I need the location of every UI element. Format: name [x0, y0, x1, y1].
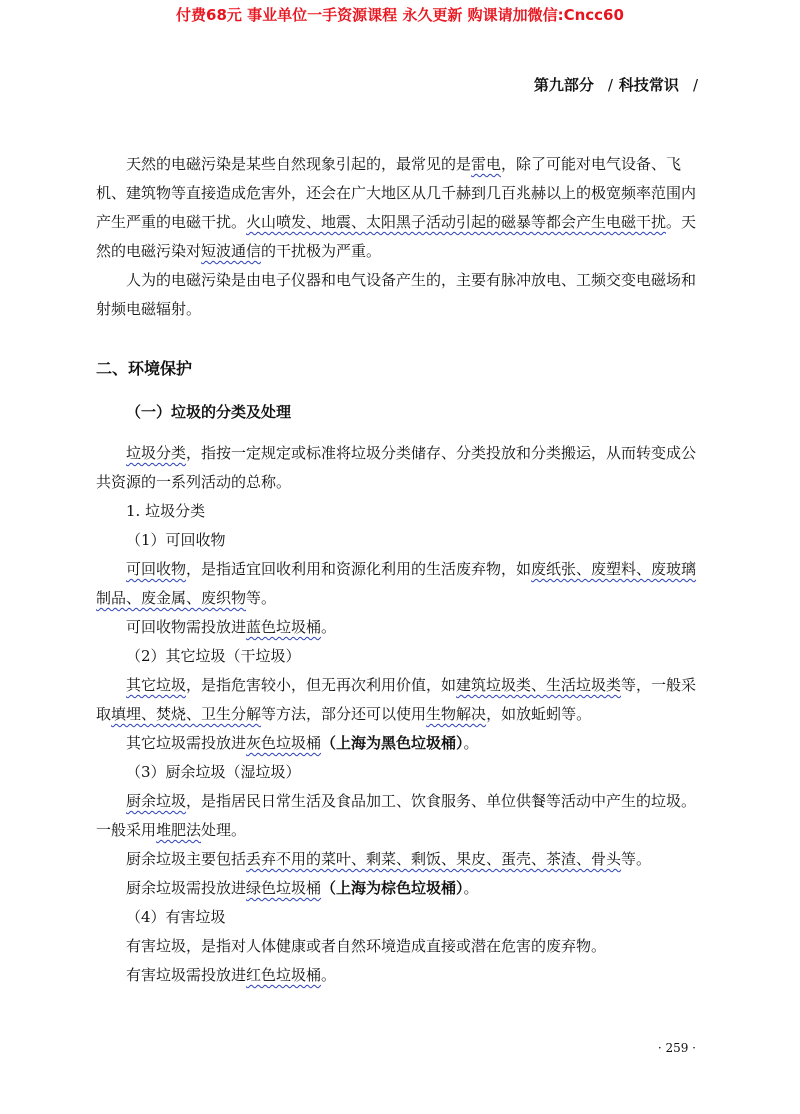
text-run: 。	[463, 879, 479, 897]
shanghai-note: （上海为黑色垃圾桶）	[321, 734, 464, 752]
text-run: 厨余垃圾需投放进	[126, 879, 247, 897]
text-run: ，指按一定规定或标准将垃圾分类储存、分类投放和分类搬运，从而转变成公共资源的一系列活动的总称。	[96, 444, 697, 491]
keyword-recyclable-examples: 废纸张、废塑料、废玻璃制品、废金属、废织物	[96, 560, 697, 607]
kitchen-heading: （3）厨余垃圾（湿垃圾）	[126, 763, 301, 781]
keyword-garbage-sorting: 垃圾分类	[126, 444, 187, 462]
keyword-shortwave: 短波通信	[201, 242, 262, 260]
keyword-biological: 生物解决	[426, 705, 487, 723]
text-run: 可回收物需投放进	[126, 618, 247, 636]
keyword-gray-bin: 灰色垃圾桶	[246, 734, 322, 752]
text-run: 天然的电磁污染是某些自然现象引起的，最常见的是	[126, 155, 472, 173]
text-run: 等。	[246, 589, 277, 607]
text-run: 有害垃圾需投放进	[126, 966, 247, 984]
header-slash: /	[607, 76, 613, 94]
text-run: 。天然的电磁污染对	[96, 213, 697, 260]
chapter-section: 科技常识	[618, 76, 679, 94]
kitchen-definition	[96, 787, 708, 845]
section-heading: 二、环境保护	[96, 359, 193, 378]
text-run: 等方法，部分还可以使用	[261, 705, 427, 723]
text-run: ，是指危害较小，但无再次利用价值，如	[186, 676, 457, 694]
subsection-heading: （一）垃圾的分类及处理	[126, 403, 292, 421]
recyclable-heading: （1）可回收物	[126, 531, 226, 549]
keyword-other-examples: 建筑垃圾类、生活垃圾类	[456, 676, 622, 694]
hazardous-bin	[96, 961, 708, 990]
text-run: ，是指适宜回收利用和资源化利用的生活废弃物，如	[186, 560, 532, 578]
text-run: ，除了可能对电气设备、飞机、建筑物等直接造成危害外，还会在广大地区从几千赫到几百兆赫以上的极宽频率范围内产生严重的电磁干扰。	[96, 155, 697, 231]
promo-banner: 付费68元 事业单位一手资源课程 永久更新 购课请加微信:Cncc60	[176, 6, 624, 24]
text-run: 等。	[621, 850, 652, 868]
shanghai-note: （上海为棕色垃圾桶）	[321, 879, 464, 897]
hazardous-definition: 有害垃圾，是指对人体健康或者自然环境造成直接或潜在危害的废弃物。	[126, 937, 607, 955]
text-run: 。	[463, 734, 479, 752]
text-run: ，是指居民日常生活及食品加工、饮食服务、单位供餐等活动中产生的垃圾。一般采用	[96, 792, 697, 839]
chapter-header	[534, 74, 704, 95]
text-run: 处理。	[201, 821, 247, 839]
page-number: · 259 ·	[657, 1041, 696, 1055]
text-run: 其它垃圾需投放进	[126, 734, 247, 752]
kitchen-contents	[96, 845, 708, 874]
keyword-disposal-methods: 填埋、焚烧、卫生分解	[111, 705, 262, 723]
keyword-blue-bin: 蓝色垃圾桶	[246, 618, 322, 636]
other-bin	[96, 729, 708, 758]
keyword-red-bin: 红色垃圾桶	[246, 966, 322, 984]
recyclable-definition	[96, 555, 708, 613]
text-run: 。	[321, 618, 337, 636]
text-run: 。	[321, 966, 337, 984]
text-run: 等，一般采取	[96, 676, 697, 723]
keyword-kitchen-examples: 丢弃不用的菜叶、剩菜、剩饭、果皮、蛋壳、茶渣、骨头	[246, 850, 622, 868]
page-body	[96, 150, 708, 990]
text-run: ，如放蚯蚓等。	[486, 705, 592, 723]
text-run: 厨余垃圾主要包括	[126, 850, 247, 868]
hazardous-heading: （4）有害垃圾	[126, 908, 226, 926]
chapter-part: 第九部分	[533, 76, 594, 94]
text-run: 的干扰极为严重。	[261, 242, 382, 260]
list-heading: 1. 垃圾分类	[126, 502, 206, 520]
keyword-green-bin: 绿色垃圾桶	[246, 879, 322, 897]
definition-paragraph	[96, 439, 708, 497]
keyword-magnetic-storm: 火山喷发、地震、太阳黑子活动引起的磁暴等都会产生电磁干扰	[246, 213, 667, 231]
artificial-em-pollution-paragraph: 人为的电磁污染是由电子仪器和电气设备产生的，主要有脉冲放电、工频交变电磁场和射频电磁辐射。	[96, 271, 697, 318]
keyword-lightning: 雷电	[471, 155, 502, 173]
other-heading: （2）其它垃圾（干垃圾）	[126, 647, 301, 665]
other-definition	[96, 671, 708, 729]
keyword-other-garbage: 其它垃圾	[126, 676, 187, 694]
keyword-kitchen-waste: 厨余垃圾	[126, 792, 187, 810]
header-slash-end: /	[692, 76, 698, 94]
kitchen-bin	[96, 874, 708, 903]
natural-em-pollution-paragraph	[96, 150, 708, 266]
recyclable-bin	[96, 613, 708, 642]
keyword-recyclable: 可回收物	[126, 560, 187, 578]
keyword-compost: 堆肥法	[156, 821, 202, 839]
